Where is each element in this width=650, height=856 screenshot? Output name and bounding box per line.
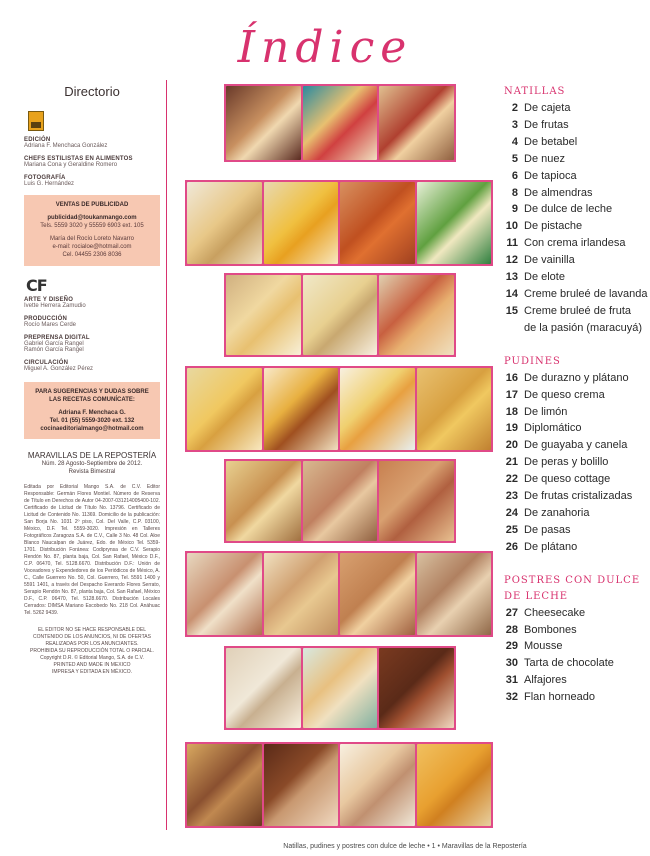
index-column [504,84,650,706]
page-number: 28 [505,623,518,636]
dessert-photo [379,648,454,728]
page-number: 17 [505,388,518,401]
mango-logo-icon [28,111,44,131]
credit-edicion: EDICIÓN Adriana F. Menchaca González [24,137,108,149]
page-number: 32 [505,691,518,704]
credit-arte: ARTE Y DISEÑO Ivette Herrera Zamudio [24,297,86,309]
dessert-photo [226,461,301,541]
index-entry [504,286,650,303]
section-postres-line2: DE LECHE [504,590,569,602]
index-entry [504,454,650,471]
recipe-name: De almendras [524,186,593,199]
recipe-name: Diplomático [524,422,582,435]
recipe-name: De zanahoria [524,506,590,519]
index-entry [504,437,650,454]
directory-heading: Directorio [64,84,120,99]
index-entry [504,387,650,404]
credit-produccion: PRODUCCIÓN Rocío Mares Cerde [24,316,77,328]
page-number: 14 [505,287,518,300]
page-number: 22 [505,473,518,486]
recipe-name: De tapioca [524,169,577,182]
recipe-name: Con crema irlandesa [524,237,626,250]
recipe-name: Creme bruleé de fruta [524,304,631,317]
page-number: 5 [511,152,518,165]
dessert-photo [340,744,415,826]
dessert-photo [303,275,378,355]
recipe-name: De guayaba y canela [524,439,628,452]
index-entry [504,168,650,185]
index-entry [504,622,650,639]
column-divider [166,80,167,830]
page-number: 10 [505,220,518,233]
index-entry [504,420,650,437]
ventas-email: publicidad@toukanmango.com [47,215,137,221]
page-number: 29 [505,640,518,653]
page-number: 3 [511,118,518,131]
directory-column [24,84,160,676]
page-number: 31 [505,674,518,687]
page-number: 11 [506,237,518,250]
magazine-title: MARAVILLAS DE LA REPOSTERÍA [27,451,157,460]
recipe-name: Mousse [524,640,563,653]
index-entry [504,134,650,151]
recipe-name: De plátano [524,540,578,553]
section-pudines: PUDINES [504,355,561,367]
pudines-list [504,370,650,556]
index-entry [504,655,650,672]
page-number: 25 [505,523,518,536]
photo-row-2 [185,180,493,266]
dessert-photo [340,368,415,450]
dessert-photo [303,86,378,160]
page-number: 24 [505,506,518,519]
dessert-photo [379,86,454,160]
dessert-photo [417,368,492,450]
recipe-name: De pasas [524,523,571,536]
photo-row-1 [224,84,456,162]
index-entry [504,100,650,117]
page-number: 19 [505,422,518,435]
recipe-name: Bombones [524,623,577,636]
recipe-name: De frutas cristalizadas [524,490,633,503]
index-entry-continuation: de la pasión (maracuyá) [524,321,643,334]
page-number: 20 [505,439,518,452]
page-number: 4 [511,135,518,148]
page-number: 9 [511,203,518,216]
dessert-photo [264,182,339,264]
recipe-name: De cajeta [524,102,571,114]
recipe-name: De durazno y plátano [524,371,629,384]
dessert-photo [187,182,262,264]
ventas-box: VENTAS DE PUBLICIDAD publicidad@toukanmango.com Tels. 5559 3020 y 55559 6903 ext. 105 María del Rocío Loreto Navarro e-mail: rocialoe@hotmail.com Cel. 04455 2306 8036 [24,195,160,266]
index-entry [504,235,650,252]
page-number: 23 [505,490,518,503]
photo-row-6 [185,551,493,637]
natillas-list [504,100,650,320]
recipe-name: De peras y bolillo [524,456,609,469]
credit-preprensa: PREPRENSA DIGITAL Gabriel García Rangel Ramón García Rangel [24,335,90,353]
page-number: 30 [505,657,518,670]
magazine-frequency: Revista Bimestral [68,469,116,475]
page-number: 15 [505,304,518,317]
index-entry [504,151,650,168]
index-entry [504,269,650,286]
dessert-photo [264,553,339,635]
dessert-photo [187,553,262,635]
page-number: 21 [505,456,518,469]
section-natillas: NATILLAS [504,86,566,97]
dessert-photo [340,182,415,264]
recipe-name: Tarta de chocolate [524,657,614,670]
recipe-name: Flan horneado [524,691,595,704]
recipe-name: De dulce de leche [524,203,613,216]
index-entry [504,117,650,134]
recipe-name: Cheesecake [524,606,586,619]
dessert-photo [264,368,339,450]
dessert-photo [264,744,339,826]
recipe-name: De queso crema [524,388,605,401]
index-entry [504,303,650,320]
legal-text: Editada por Editorial Mango S.A. de C.V. Editor Responsable: Germán Flores Montiel. Número de Reserva de Título en Derechos de Autor 04-2007-031214005400-102. Certificado de Licitud de Título No. 13796. Certificado de Licitud de Contenido No. 11369. Domicilio de la publicación: San Borja No. 1031 2º piso, Col. Del Valle, C.P. 03100, México, D.F. Tel. 5559-3020. Impresión en Talleres Fotográficos Zaragoza S.A. de C.V., Calle 3 No. 48 Col. Aloe Blanco Naucalpan de Juárez, Edo. de México Tel. 5359-1701. Distribución Foránea: Codiprynsa de C.V. Serapio Rendón No. 87, planta baja, Col. San Rafael, México D.F., C.P. 06470, Tel. 5128.6670. Distribución D.F.: Unión de Voceadores y Expendedores de los Periódicos de México, A. C., Calle Guerrero No. 50, Col. Guerrero, Tel. 5591 1400 y 5591 1401, a través del Despacho Everardo Flores Serrato, Serapio Rendón No. 87, planta baja, Col. San Rafael, México D.F., C.P. 06470, Tel. 5128.6670. Distribución Locales Cerrados: DIMSA Mariano Escobedo No. 218 Col. Anáhuac Tel. 5262 9439. [24,484,160,616]
index-entry [504,638,650,655]
dessert-photo [187,744,262,826]
index-entry [504,252,650,269]
dessert-photo [417,553,492,635]
dessert-photo [303,648,378,728]
page-number: 8 [511,186,518,199]
index-entry [504,370,650,387]
credit-circulacion: CIRCULACIÓN Miguel A. González Pérez [24,360,94,372]
index-entry [504,488,650,505]
recipe-name: De frutas [524,118,569,131]
page-number: 16 [505,371,518,384]
dessert-photo [226,275,301,355]
dessert-photo [226,86,301,160]
magazine-issue: Núm. 28 Agosto-Septiembre de 2012. [41,461,143,467]
recipe-name: De queso cottage [524,473,611,486]
recipe-name: De limón [524,405,568,418]
index-entry [504,505,650,522]
index-entry [504,605,650,622]
dessert-photo [226,648,301,728]
page-number: 18 [505,405,518,418]
page-number: 27 [505,606,518,619]
postres-list [504,605,650,706]
page-number: 6 [511,169,518,182]
sugerencias-email: cocinaeditorialmango@hotmail.com [40,426,144,432]
index-entry [504,539,650,556]
recipe-name: De nuez [524,152,565,165]
photo-row-4 [185,366,493,452]
photo-row-7 [224,646,456,730]
dessert-photo [379,275,454,355]
dessert-photo [187,368,262,450]
credit-chefs: CHEFS ESTILISTAS EN ALIMENTOS Mariana Cona y Geraldine Romero [24,156,133,168]
photo-row-5 [224,459,456,543]
index-entry [504,218,650,235]
page-footer: Natillas, pudines y postres con dulce de leche • 1 • Maravillas de la Repostería [283,843,527,850]
recipe-name: De pistache [524,220,583,233]
page-number: 2 [511,102,518,114]
recipe-name: De elote [524,271,565,284]
page-number: 12 [505,254,518,267]
page-number: 13 [505,271,518,284]
index-entry [504,522,650,539]
sugerencias-box: PARA SUGERENCIAS Y DUDAS SOBRE LAS RECETAS COMUNÍCATE: Adriana F. Menchaca G. Tel. 01 (55) 5559-3020 ext. 132 cocinaeditorialmango@hotmail.com [24,382,160,439]
photo-row-8 [185,742,493,828]
index-entry [504,201,650,218]
dessert-photo [379,461,454,541]
dessert-photo [417,182,492,264]
index-entry [504,471,650,488]
credit-fotografia: FOTOGRAFÍA Luis G. Hernández [24,175,75,187]
index-entry [504,404,650,421]
dessert-photo [303,461,378,541]
index-entry [504,689,650,706]
cf-logo: CF [26,276,47,295]
page-title: Índice [237,22,413,73]
recipe-name: De betabel [524,135,578,148]
section-postres: POSTRES CON DULCE [504,574,641,586]
disclaimer: EL EDITOR NO SE HACE RESPONSABLE DEL CONTENIDO DE LOS ANUNCIOS, NI DE OFERTAS REALIZADAS POR LOS ANUNCIANTES. PROHIBIDA SU REPRODUCCIÓN TOTAL O PARCIAL. Copyright D.R. © Editorial Mango, S.A. de C.V. PRINTED AND MADE IN MEXICO IMPRESA Y EDITADA EN MÉXICO. [30,627,154,675]
recipe-name: Creme bruleé de lavanda [524,287,648,300]
dessert-photo [417,744,492,826]
index-entry [504,185,650,202]
page-number: 26 [505,540,518,553]
photo-row-3 [224,273,456,357]
recipe-name: De vainilla [524,254,575,267]
index-entry [504,672,650,689]
dessert-photo [340,553,415,635]
recipe-name: Alfajores [524,674,567,687]
